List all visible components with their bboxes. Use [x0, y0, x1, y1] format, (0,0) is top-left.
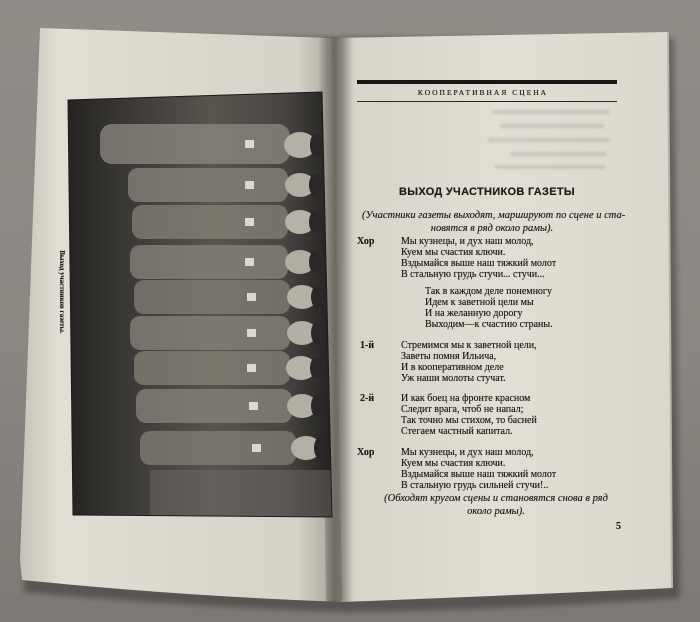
- photo-caption: Выход участников газеты.: [58, 250, 66, 334]
- header-rule-thin: [357, 101, 617, 102]
- closing-stage-direction: [366, 492, 626, 518]
- header-rule-thick: [357, 80, 617, 84]
- page-number: 5: [616, 521, 621, 532]
- verse-line: Куем мы счастия ключи.: [401, 247, 506, 258]
- verse-line: И как боец на фронте красном: [401, 393, 531, 404]
- verse-line: Мы кузнецы, и дух наш молод,: [401, 447, 534, 458]
- stanza-chorus-2: [357, 447, 619, 491]
- verse-line: Стремимся мы к заветной цели,: [401, 340, 537, 351]
- group-photo: [60, 88, 340, 524]
- stage-direction-line: (Обходят кругом сцены и становятся снова в ряд: [384, 493, 608, 504]
- stanza-second-voice: [357, 393, 619, 437]
- speaker-label: Хор: [357, 236, 375, 247]
- stage-direction-line: около рамы).: [467, 506, 525, 517]
- speaker-label: 2-й: [360, 393, 375, 404]
- verse-line: Стегаем частный капитал.: [401, 426, 513, 437]
- speaker-label: 1-й: [360, 340, 375, 351]
- verse-line: Уж наши молоты стучат.: [401, 373, 506, 384]
- stage-direction-line: новятся в ряд около рамы).: [430, 223, 554, 234]
- section-title: ВЫХОД УЧАСТНИКОВ ГАЗЕТЫ: [399, 186, 575, 198]
- stanza-chorus-continuation: [357, 286, 619, 330]
- opening-stage-direction: [362, 209, 626, 235]
- stanza-first-voice: [357, 340, 619, 384]
- verse-line: Так точно мы стихом, то басней: [401, 415, 537, 426]
- verse-line: В стальную грудь сильней стучи!..: [401, 480, 549, 491]
- verse-line: Выходим—к счастию страны.: [425, 319, 553, 330]
- stage-direction-line: (Участники газеты выходят, маршируют по сцене и ста-: [362, 210, 626, 221]
- stanza-chorus-1: [357, 236, 619, 280]
- running-head: КООПЕРАТИВНАЯ СЦЕНА: [417, 88, 549, 97]
- verse-line: Мы кузнецы, и дух наш молод,: [401, 236, 534, 247]
- verse-line: Так в каждом деле понемногу: [425, 286, 553, 297]
- verse-line: Вздымайся выше наш тяжкий молот: [401, 258, 557, 269]
- verse-line: Следит врага, чтоб не напал;: [401, 404, 524, 415]
- verse-line: Вздымайся выше наш тяжкий молот: [401, 469, 557, 480]
- verse-line: Идем к заветной цели мы: [425, 297, 534, 308]
- verse-line: И в кооперативном деле: [401, 362, 504, 373]
- speaker-label: Хор: [357, 447, 375, 458]
- verse-line: Куем мы счастия ключи.: [401, 458, 506, 469]
- verse-line: Заветы помня Ильича,: [401, 351, 497, 362]
- verse-line: И на желанную дорогу: [425, 308, 523, 319]
- verse-line: В стальную грудь стучи... стучи...: [401, 269, 545, 280]
